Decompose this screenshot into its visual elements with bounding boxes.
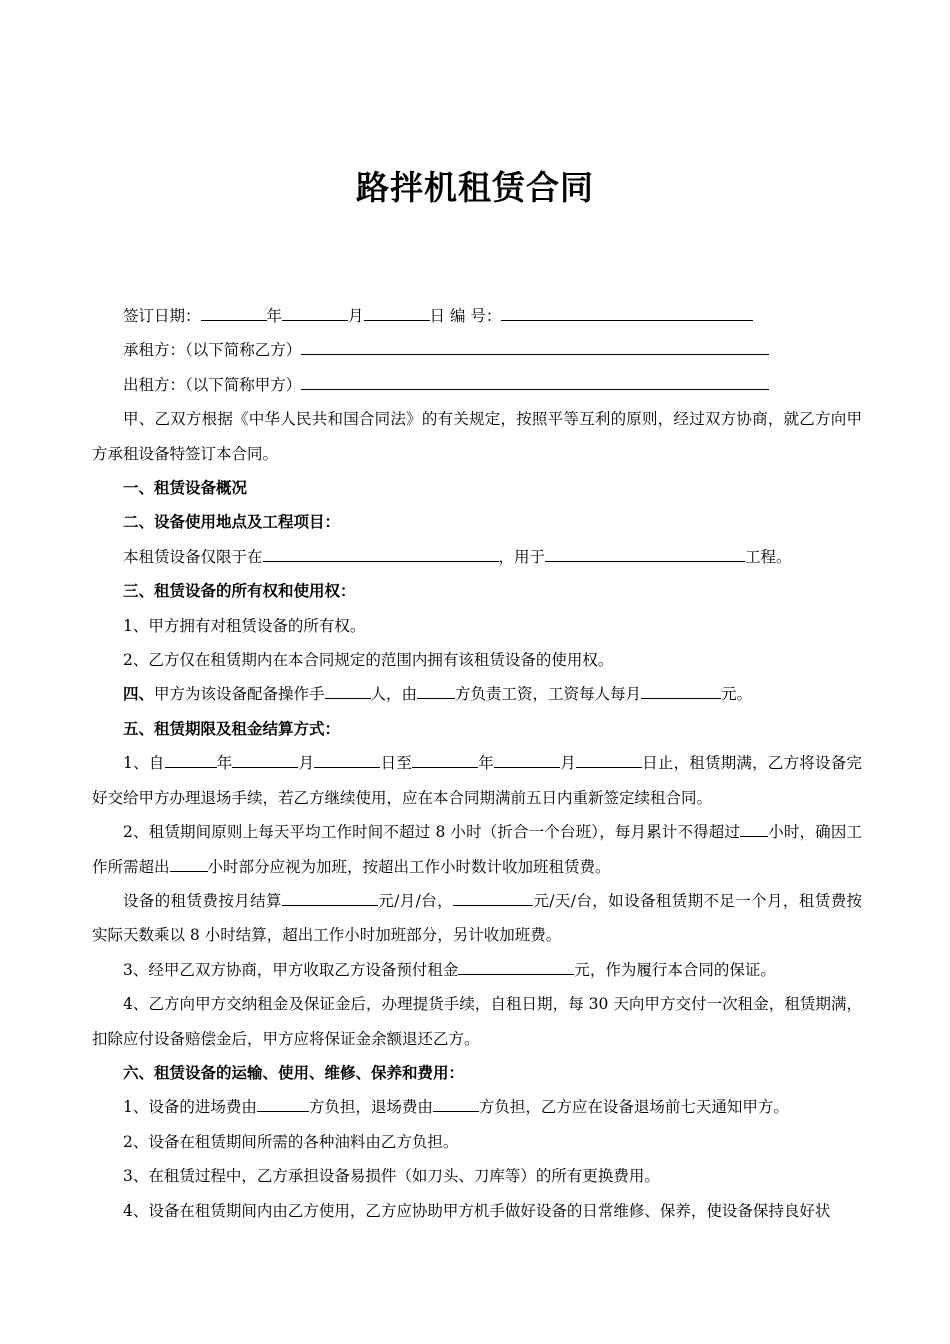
location-prefix: 本租赁设备仅限于在 <box>123 547 263 566</box>
section-2-text <box>92 540 862 574</box>
period-from-label: 1、自 <box>123 754 165 773</box>
section-3-item-2: 2、乙方仅在租赁期内在本合同规定的范围内拥有该租赁设备的使用权。 <box>123 651 614 670</box>
month-label: 月 <box>348 307 364 325</box>
section-3-heading: 三、租赁设备的所有权和使用权： <box>123 581 356 601</box>
section-6-item-4: 4、设备在租赁期间内由乙方使用，乙方应协助甲方机手做好设备的日常维修、保养，使设备保持良好状 <box>123 1201 831 1220</box>
wage-unit: 元。 <box>721 685 753 704</box>
month-blank[interactable] <box>282 305 348 321</box>
end-year-blank[interactable] <box>412 752 478 768</box>
section-5-item-1 <box>92 746 862 815</box>
operator-count-blank[interactable] <box>325 683 371 699</box>
lessee-line <box>92 333 862 367</box>
sign-date-line <box>92 299 862 333</box>
section-5-item-2 <box>92 815 862 884</box>
section-4-line <box>92 677 862 711</box>
deposit-blank[interactable] <box>458 959 574 975</box>
lessor-label: 出租方：（以下简称甲方） <box>123 375 302 394</box>
contract-title: 路拌机租赁合同 <box>356 168 594 207</box>
monthly-fee-unit: 元/月/台， <box>377 891 454 910</box>
period-to-label: 日至 <box>380 754 413 773</box>
lessor-blank[interactable] <box>301 374 769 390</box>
deposit-text: 元，作为履行本合同的保证。 <box>574 960 776 979</box>
deposit-label: 3、经甲乙双方协商，甲方收取乙方设备预付租金 <box>123 960 459 979</box>
daily-fee-text: 元/天/台，如设备租赁期不足一个月，租赁费按实际天数乘以 8 小时结算，超出工作小时加班部分，另计收加班费。 <box>92 891 862 945</box>
section-4-heading: 四、 <box>123 684 155 704</box>
project-blank[interactable] <box>545 546 745 562</box>
operator-label: 甲方为该设备配备操作手 <box>154 685 325 704</box>
start-year-label: 年 <box>216 754 233 773</box>
overtime-hours-blank[interactable] <box>170 856 208 872</box>
lessor-line <box>92 368 862 402</box>
wage-party-blank[interactable] <box>417 683 455 699</box>
contract-number-blank[interactable] <box>501 305 753 321</box>
section-6-item-1 <box>92 1090 862 1124</box>
entry-fee-party-blank[interactable] <box>257 1096 309 1112</box>
exit-fee-party-blank[interactable] <box>433 1096 479 1112</box>
number-label: 编 号： <box>450 307 502 325</box>
work-hours-text: 2、租赁期间原则上每天平均工作时间不超过 8 小时（折合一个台班），每月累计不得超过 <box>123 823 741 842</box>
section-5-heading: 五、租赁期限及租金结算方式： <box>123 718 341 738</box>
section-5-item-3 <box>92 953 862 987</box>
period-end-text: 日止，租赁期满，乙方将设备完好交给甲方办理退场手续，若乙方继续使用，应在本合同期满前五日内重新签定续租合同。 <box>92 754 862 807</box>
wage-label: 方负责工资，工资每人每月 <box>455 685 642 704</box>
section-2-heading: 二、设备使用地点及工程项目： <box>123 512 341 532</box>
section-5-fee <box>92 884 862 953</box>
section-6-heading: 六、租赁设备的运输、使用、维修、保养和费用： <box>123 1062 465 1082</box>
project-prefix: ，用于 <box>498 547 546 566</box>
lessee-label: 承租方：（以下简称乙方） <box>123 341 302 360</box>
entry-fee-label: 1、设备的进场费由 <box>123 1098 257 1117</box>
overtime-text: 小时，确因工作所需超出 <box>92 823 862 876</box>
start-day-blank[interactable] <box>314 752 380 768</box>
start-month-label: 月 <box>298 754 315 773</box>
lessee-blank[interactable] <box>301 339 769 355</box>
daily-fee-blank[interactable] <box>453 890 533 906</box>
end-year-label: 年 <box>478 754 494 773</box>
start-month-blank[interactable] <box>232 752 298 768</box>
monthly-hours-blank[interactable] <box>740 821 768 837</box>
sign-date-label: 签订日期： <box>123 307 201 325</box>
end-day-blank[interactable] <box>576 752 642 768</box>
day-blank[interactable] <box>364 305 430 321</box>
section-3-item-1: 1、甲方拥有对租赁设备的所有权。 <box>123 616 366 635</box>
location-blank[interactable] <box>263 546 499 562</box>
exit-notice-text: 方负担，乙方应在设备退场前七天通知甲方。 <box>478 1098 789 1117</box>
wage-amount-blank[interactable] <box>641 683 721 699</box>
monthly-fee-label: 设备的租赁费按月结算 <box>123 891 282 910</box>
operator-unit: 人，由 <box>370 685 418 704</box>
section-6-item-3: 3、在租赁过程中，乙方承担设备易损件（如刀头、刀库等）的所有更换费用。 <box>123 1167 660 1186</box>
end-month-blank[interactable] <box>494 752 560 768</box>
overtime-fee-text: 小时部分应视为加班，按超出工作小时数计收加班租赁费。 <box>207 857 611 876</box>
project-suffix: 工程。 <box>745 547 792 566</box>
contract-body <box>92 299 862 1228</box>
section-1-heading: 一、租赁设备概况 <box>123 478 248 498</box>
end-month-label: 月 <box>559 754 576 773</box>
exit-fee-label: 方负担，退场费由 <box>308 1098 433 1117</box>
intro-paragraph: 甲、乙双方根据《中华人民共和国合同法》的有关规定，按照平等互利的原则，经过双方协商，就乙方向甲方承租设备特签订本合同。 <box>92 410 862 463</box>
section-5-item-4: 4、乙方向甲方交纳租金及保证金后，办理提货手续，自租日期，每 30 天向甲方交付一次租金，租赁期满，扣除应付设备赔偿金后，甲方应将保证金余额退还乙方。 <box>92 995 862 1048</box>
day-label: 日 <box>429 307 446 325</box>
year-label: 年 <box>266 307 283 325</box>
start-year-blank[interactable] <box>165 752 217 768</box>
year-blank[interactable] <box>201 305 267 321</box>
section-6-item-2: 2、设备在租赁期间所需的各种油料由乙方负担。 <box>123 1132 459 1151</box>
monthly-fee-blank[interactable] <box>282 890 378 906</box>
